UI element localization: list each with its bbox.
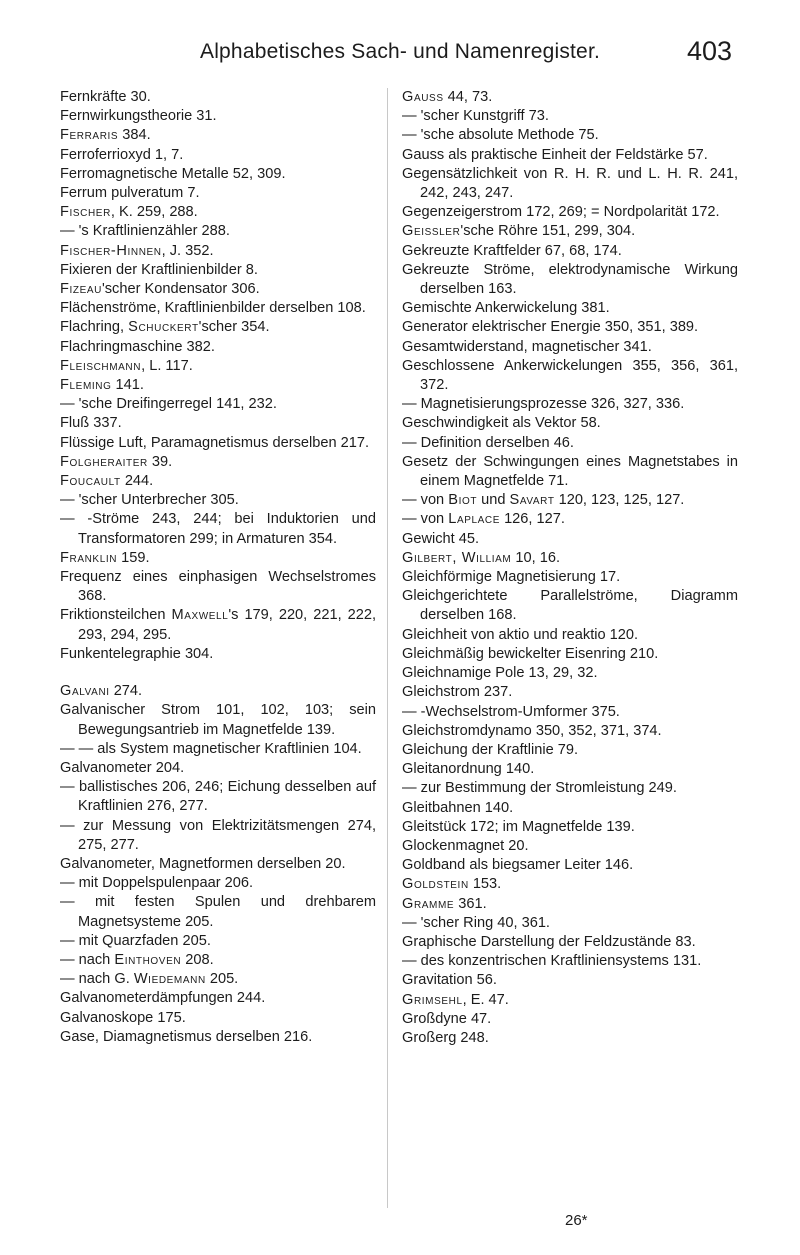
index-entry [402, 991, 738, 1010]
entry-name-smallcaps: Geissler [402, 223, 461, 240]
entry-text: 208. [181, 951, 214, 968]
entry-text: Fixieren der Kraftlinienbilder 8. [60, 261, 258, 278]
entry-text: Gleitstück 172; im Magnetfelde 139. [402, 818, 635, 835]
index-entry [402, 491, 738, 510]
index-entry [402, 703, 738, 722]
entry-text: — zur Messung von Elektrizitätsmengen 274, 275, 277. [60, 817, 376, 853]
entry-text: 39. [147, 453, 173, 470]
index-entry [402, 875, 738, 894]
entry-text: Großerg 248. [402, 1029, 489, 1046]
entry-text: — -Wechselstrom-Umformer 375. [402, 703, 620, 720]
entry-text: 126, 127. [500, 511, 565, 528]
entry-text: Galvanometer, Magnetformen derselben 20. [60, 855, 346, 872]
index-entry [402, 165, 738, 203]
entry-text: — von [402, 492, 449, 509]
entry-text: Fluß 337. [60, 415, 122, 432]
index-entry [402, 952, 738, 971]
entry-text: Ferroferrioxyd 1, 7. [60, 146, 184, 163]
index-entry [402, 683, 738, 702]
index-entry [402, 338, 738, 357]
entry-text: Friktionsteilchen [60, 607, 172, 624]
entry-text: und [477, 492, 510, 509]
entry-text: — 'sche absolute Methode 75. [402, 127, 599, 144]
entry-name-smallcaps: Gauss [402, 89, 444, 105]
index-entry [402, 760, 738, 779]
entry-text: Galvanometer 204. [60, 759, 185, 776]
index-entry [402, 126, 738, 145]
index-entry [60, 126, 376, 145]
index-entry [402, 357, 738, 395]
index-entry [60, 491, 376, 510]
index-entry [402, 895, 738, 914]
entry-text: — von [402, 511, 449, 528]
index-entry [60, 682, 376, 701]
entry-text: Ferromagnetische Metalle 52, 309. [60, 165, 286, 182]
index-entry [60, 989, 376, 1008]
index-entry [60, 299, 376, 318]
index-entry [402, 914, 738, 933]
index-entry [60, 395, 376, 414]
index-entry [60, 242, 376, 261]
entry-text: — des konzentrischen Kraftliniensystems 131. [402, 953, 702, 970]
index-entry [402, 146, 738, 165]
entry-name-smallcaps: Fischer-Hinnen [60, 242, 162, 259]
index-entry [60, 1028, 376, 1047]
entry-name-smallcaps: Einthoven [114, 951, 182, 968]
index-entry [402, 568, 738, 587]
entry-text: Flachringmaschine 382. [60, 338, 215, 355]
entry-text: — -Ströme 243, 244; bei Induktorien und Transformatoren 299; in Armaturen 354. [60, 511, 376, 547]
entry-text: Gleichmäßig bewickelter Eisenring 210. [402, 645, 659, 662]
index-entry [402, 971, 738, 990]
index-entry [60, 549, 376, 568]
index-entry [402, 837, 738, 856]
page-header [60, 36, 740, 70]
entry-text: 205. [205, 971, 239, 988]
entry-text: Gase, Diamagnetismus derselben 216. [60, 1028, 313, 1045]
entry-name-smallcaps: Laplace [448, 511, 501, 528]
entry-text: Gleichstrom 237. [402, 684, 513, 701]
index-entry [60, 606, 376, 644]
entry-text: Gleichgerichtete Parallelströme, Diagramm derselben 168. [402, 588, 738, 624]
index-column-right [402, 88, 738, 1048]
entry-text: Geschwindigkeit als Vektor 58. [402, 415, 601, 432]
entry-text: 120, 123, 125, 127. [554, 492, 685, 509]
index-entry [60, 203, 376, 222]
index-entry [60, 88, 376, 107]
index-entry [60, 434, 376, 453]
entry-text: — ballistisches 206, 246; Eichung desselben auf Kraftlinien 276, 277. [60, 779, 376, 815]
entry-text: Flachring, [60, 319, 129, 336]
entry-name-smallcaps: Franklin [60, 549, 118, 566]
entry-name-smallcaps: Galvani [60, 683, 110, 700]
entry-name-smallcaps: Fleming [60, 377, 112, 394]
entry-text: — 'scher Ring 40, 361. [402, 914, 550, 931]
entry-name-smallcaps: Fleischmann [60, 357, 142, 374]
entry-name-smallcaps: Foucault [60, 473, 121, 490]
index-entry [60, 778, 376, 816]
entry-name-smallcaps: Goldstein [402, 876, 469, 893]
entry-text: — Definition derselben 46. [402, 434, 574, 451]
index-entry [60, 874, 376, 893]
entry-text: Gegensätzlichkeit von R. H. R. und L. H. R. 241, 242, 243, 247. [402, 165, 738, 202]
entry-text: Flächenströme, Kraftlinienbilder derselben 108. [60, 300, 366, 317]
entry-text: Gleichstromdynamo 350, 352, 371, 374. [402, 722, 662, 739]
index-entry [60, 146, 376, 165]
index-entry [402, 203, 738, 222]
index-entry [60, 568, 376, 606]
entry-text: 361. [454, 895, 487, 912]
entry-name-smallcaps: Gilbert, William [402, 549, 512, 566]
entry-name-smallcaps: Wiedemann [133, 971, 206, 988]
entry-name-smallcaps: Gramme [402, 895, 455, 912]
running-title: Alphabetisches Sach- und Namenregister. [199, 40, 601, 63]
index-entry [402, 453, 738, 491]
index-entry [60, 357, 376, 376]
entry-text: — 'scher Kunstgriff 73. [402, 108, 549, 125]
index-entry [60, 222, 376, 241]
index-entry [402, 242, 738, 261]
index-entry [402, 549, 738, 568]
entry-text: Gesetz der Schwingungen eines Magnetstabes in einem Magnetfelde 71. [402, 453, 738, 490]
entry-name-smallcaps: Grimsehl [402, 991, 463, 1008]
entry-name-smallcaps: Maxwell [171, 607, 229, 624]
index-entry [402, 933, 738, 952]
entry-text: Gleichförmige Magnetisierung 17. [402, 569, 621, 586]
entry-text: Gegenzeigerstrom 172, 269; = Nordpolarität 172. [402, 204, 720, 221]
entry-text: Frequenz eines einphasigen Wechselstromes 368. [60, 569, 376, 605]
entry-text: — 'scher Unterbrecher 305. [60, 492, 239, 509]
index-entry [402, 587, 738, 625]
entry-text: — 'sche Dreifingerregel 141, 232. [60, 396, 277, 413]
entry-text: Gleichung der Kraftlinie 79. [402, 741, 579, 758]
index-entry [402, 299, 738, 318]
page-number: 403 [686, 36, 732, 66]
entry-text: 's 179, 220, 221, 222, 293, 294, 295. [78, 607, 377, 643]
entry-name-smallcaps: Schuckert [128, 319, 199, 336]
entry-text: Ferrum pulveratum 7. [60, 185, 200, 202]
entry-text: — mit Doppelspulenpaar 206. [60, 875, 254, 892]
entry-text: Fernkräfte 30. [60, 89, 151, 105]
index-entry [402, 799, 738, 818]
index-entry [60, 951, 376, 970]
entry-text: Glockenmagnet 20. [402, 837, 529, 854]
index-entry [402, 222, 738, 241]
entry-text: — nach G. [60, 971, 134, 988]
entry-text: Gewicht 45. [402, 530, 480, 547]
entry-text: 'scher Kondensator 306. [101, 281, 260, 298]
index-entry [402, 510, 738, 529]
entry-text: Fernwirkungstheorie 31. [60, 108, 217, 125]
index-entry [60, 932, 376, 951]
entry-text: 153. [468, 876, 502, 893]
entry-text: Gleitanordnung 140. [402, 761, 535, 778]
entry-text: Gleichnamige Pole 13, 29, 32. [402, 665, 598, 682]
entry-text: — nach [60, 951, 115, 968]
index-entry [60, 645, 376, 664]
entry-text: Gleichheit von aktio und reaktio 120. [402, 626, 639, 643]
entry-text: Großdyne 47. [402, 1010, 492, 1027]
entry-text: — Magnetisierungsprozesse 326, 327, 336. [402, 396, 685, 413]
entry-text: 141. [111, 377, 144, 394]
entry-text: 44, 73. [443, 89, 493, 105]
index-entry [60, 701, 376, 739]
index-entry [60, 376, 376, 395]
entry-text: , J. 352. [161, 242, 214, 259]
entry-text: Flüssige Luft, Paramagnetismus derselben 217. [60, 434, 370, 451]
entry-text: Galvanischer Strom 101, 102, 103; sein Bewegungsantrieb im Magnetfelde 139. [60, 702, 376, 738]
entry-text: — — als System magnetischer Kraftlinien 104. [60, 740, 362, 757]
entry-text: , E. 47. [462, 991, 509, 1008]
entry-text: 274. [109, 683, 143, 700]
entry-text: Gemischte Ankerwickelung 381. [402, 300, 610, 317]
entry-text: Gekreuzte Ströme, elektrodynamische Wirkung derselben 163. [402, 261, 738, 298]
entry-text: Generator elektrischer Energie 350, 351, 389. [402, 319, 699, 336]
entry-text: Funkentelegraphie 304. [60, 645, 214, 662]
entry-text: Galvanoskope 175. [60, 1009, 186, 1026]
index-entry [60, 280, 376, 299]
index-entry [60, 338, 376, 357]
index-entry [60, 318, 376, 337]
sheet-signature: 26* [565, 1212, 588, 1229]
entry-text: Gekreuzte Kraftfelder 67, 68, 174. [402, 242, 622, 259]
entry-text: , K. 259, 288. [110, 204, 198, 221]
entry-text: Galvanometerdämpfungen 244. [60, 990, 266, 1007]
index-entry [402, 741, 738, 760]
index-entry [60, 817, 376, 855]
index-entry [402, 261, 738, 299]
index-entry [402, 626, 738, 645]
entry-text: 159. [117, 549, 150, 566]
index-entry [60, 970, 376, 989]
entry-text: — 's Kraftlinienzähler 288. [60, 223, 230, 240]
entry-name-smallcaps: Ferraris [60, 127, 119, 144]
entry-name-smallcaps: Fischer [60, 204, 111, 221]
entry-text: Goldband als biegsamer Leiter 146. [402, 857, 634, 874]
column-divider [387, 88, 388, 1208]
index-entry [402, 1010, 738, 1029]
entry-text: Geschlossene Ankerwickelungen 355, 356, 361, 372. [402, 357, 738, 394]
entry-text: Gauss als praktische Einheit der Feldstärke 57. [402, 146, 708, 163]
entry-name-smallcaps: Folgheraiter [60, 453, 148, 470]
index-entry [60, 453, 376, 472]
index-entry [60, 165, 376, 184]
index-entry [60, 893, 376, 931]
index-entry [402, 818, 738, 837]
index-entry [60, 855, 376, 874]
entry-name-smallcaps: Fizeau [60, 281, 102, 298]
entry-text: Gesamtwiderstand, magnetischer 341. [402, 338, 652, 355]
index-entry [402, 722, 738, 741]
index-entry [60, 414, 376, 433]
index-entry [60, 510, 376, 548]
index-entry [402, 434, 738, 453]
index-entry [60, 759, 376, 778]
index-column-left [60, 88, 376, 1047]
index-entry [402, 318, 738, 337]
entry-text: 'scher 354. [198, 319, 270, 336]
entry-text: — zur Bestimmung der Stromleistung 249. [402, 780, 677, 797]
entry-text: Gravitation 56. [402, 972, 497, 989]
entry-text: Gleitbahnen 140. [402, 799, 514, 816]
index-entry [60, 261, 376, 280]
entry-text: 244. [120, 473, 154, 490]
index-entry [60, 1009, 376, 1028]
index-entry [60, 740, 376, 759]
index-entry [402, 1029, 738, 1048]
entry-text: 10, 16. [511, 549, 561, 566]
index-entry [402, 530, 738, 549]
index-entry [402, 107, 738, 126]
entry-name-smallcaps: Biot [448, 492, 478, 509]
entry-text: , L. 117. [141, 357, 193, 374]
entry-text: — mit Quarzfaden 205. [60, 932, 211, 949]
index-entry [60, 184, 376, 203]
index-entry [402, 779, 738, 798]
index-entry [402, 414, 738, 433]
index-entry [60, 107, 376, 126]
index-entry [402, 395, 738, 414]
index-entry [402, 664, 738, 683]
index-entry [60, 472, 376, 491]
index-entry [402, 88, 738, 107]
entry-text: — mit festen Spulen und drehbarem Magnetsysteme 205. [60, 894, 376, 930]
entry-text: 'sche Röhre 151, 299, 304. [460, 223, 636, 240]
index-entry [402, 856, 738, 875]
entry-text: Graphische Darstellung der Feldzustände 83. [402, 933, 696, 950]
entry-text: 384. [118, 127, 151, 144]
entry-name-smallcaps: Savart [509, 492, 555, 509]
index-entry [402, 645, 738, 664]
